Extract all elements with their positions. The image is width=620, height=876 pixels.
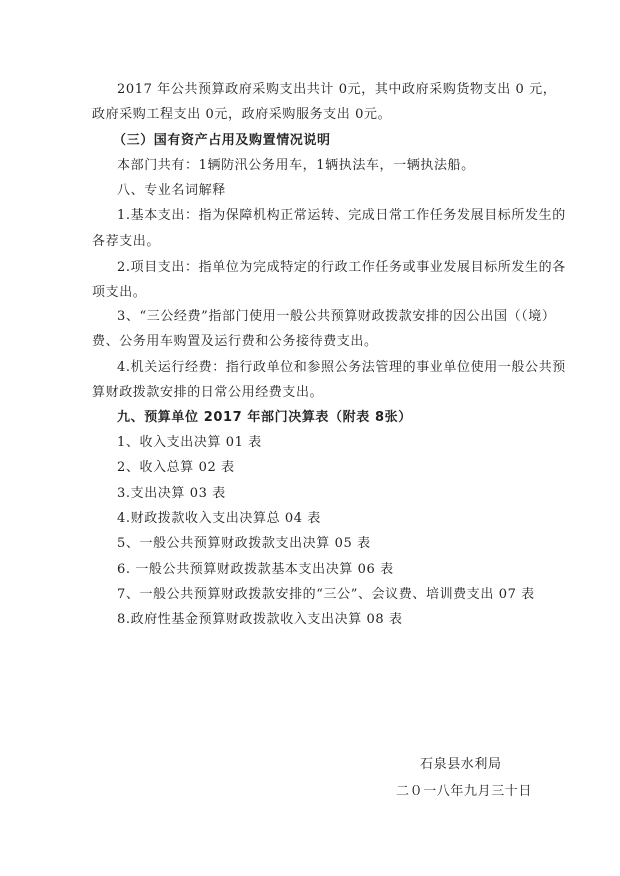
tables-heading: 九、预算单位 2017 年部门决算表（附表 8张） [117,410,412,425]
term-1-line-1: 1.基本支出：指为保障机构正常运转、完成日常工作任务发展目标所发生的 [117,208,566,223]
signature-date: 二０一八年九月三十日 [396,784,533,799]
term-4-line-2: 算财政拨款安排的日常公用经费支出。 [92,385,324,400]
table-item: 1、收入支出决算 01 表 [117,435,262,450]
signature-org: 石泉县水利局 [420,757,502,772]
table-item: 3.支出决算 03 表 [117,486,226,501]
term-1-line-2: 各荐支出。 [92,234,161,249]
assets-body: 本部门共有：1辆防汛公务用车，1辆执法车，一辆执法船。 [117,158,475,173]
terms-heading: 八、专业名词解释 [117,183,226,198]
table-item: 5、一般公共预算财政拨款支出决算 05 表 [117,536,371,551]
term-3-line-2: 费、公务用车购置及运行费和公务接待费支出。 [92,334,378,349]
table-item: 8.政府性基金预算财政拨款收入支出决算 08 表 [117,612,403,627]
table-item: 7、一般公共预算财政拨款安排的“三公”、会议费、培训费支出 07 表 [117,587,535,602]
term-4-line-1: 4.机关运行经费：指行政单位和参照公务法管理的事业单位使用一般公共预 [117,360,566,375]
assets-heading: （三）国有资产占用及购置情况说明 [113,133,331,148]
table-item: 2、收入总算 02 表 [117,460,235,475]
term-3-line-1: 3、“三公经费”指部门使用一般公共预算财政拨款安排的因公出国（（境） [117,309,556,324]
term-2-line-2: 项支出。 [92,285,147,300]
procurement-line-1: 2017 年公共预算政府采购支出共计 0元，其中政府采购货物支出 0 元， [117,82,557,97]
table-item: 6. 一般公共预算财政拨款基本支出决算 06 表 [117,562,394,577]
table-item: 4.财政拨款收入支出决算总 04 表 [117,511,322,526]
procurement-line-2: 政府采购工程支出 0元，政府采购服务支出 0元。 [92,107,392,122]
term-2-line-1: 2.项目支出：指单位为完成特定的行政工作任务或事业发展目标所发生的各 [117,260,566,275]
